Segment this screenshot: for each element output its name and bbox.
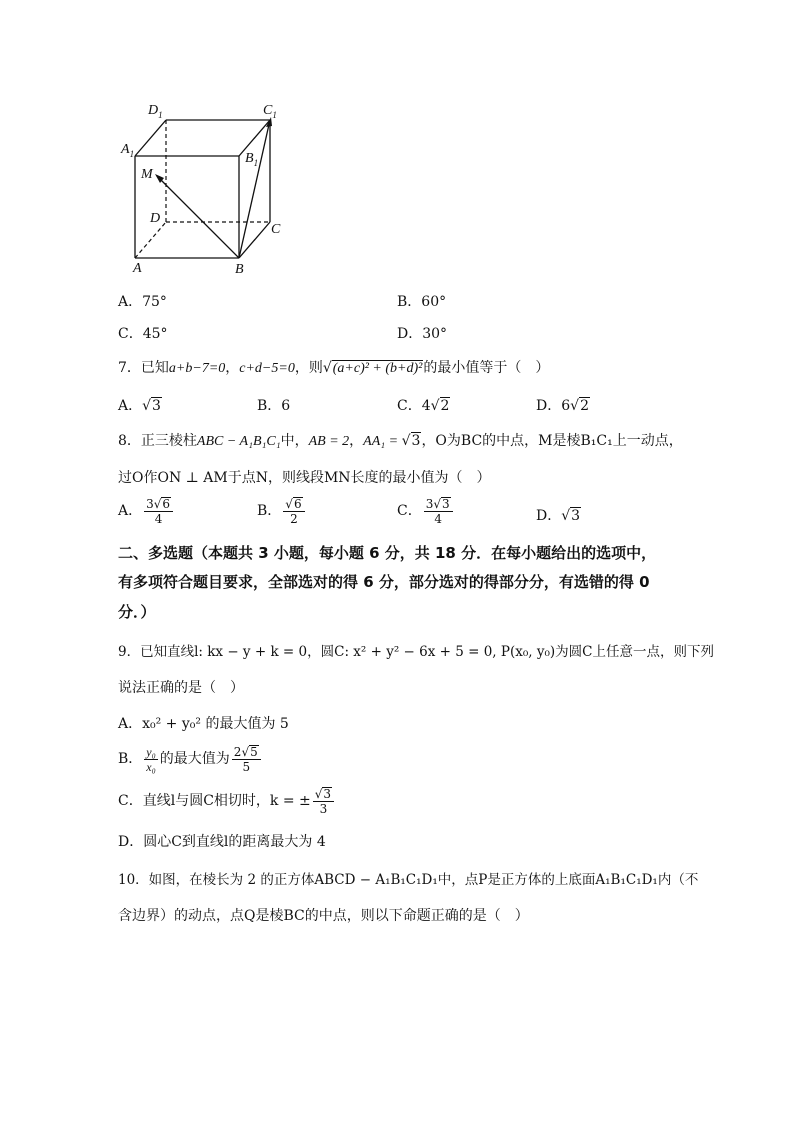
label-d1: $D_1$ bbox=[148, 103, 163, 120]
q6-option-c: C．45° bbox=[118, 326, 168, 342]
cube-figure bbox=[115, 98, 300, 278]
q6-option-d: D．30° bbox=[397, 326, 448, 342]
q8-option-c: C． $\frac{3√3}{4}$ bbox=[397, 497, 455, 525]
q8-option-a: A． $\frac{3√6}{4}$ bbox=[118, 497, 175, 525]
q9-option-b: B． $\frac{\text{y₀}}{\text{x₀}}$ 的最大值为 $\frac{2√5}{5}$ bbox=[118, 745, 263, 773]
section2-heading-line3: 分．） bbox=[118, 603, 156, 621]
label-c: C bbox=[271, 222, 281, 237]
section2-heading-line2: 有多项符合题目要求，全部选对的得 6 分，部分选对的得部分分，有选错的得 0 bbox=[118, 573, 650, 591]
section2-heading-line1: 二、多选题（本题共 3 小题，每小题 6 分，共 18 分．在每小题给出的选项中， bbox=[118, 544, 657, 562]
label-d: D bbox=[150, 211, 161, 226]
q10-stem-line2: 含边界）的动点，点Q是棱BC的中点，则以下命题正确的是（ ） bbox=[118, 908, 529, 924]
label-a: A bbox=[133, 261, 142, 276]
q10-stem-line1: 10．如图，在棱长为 2 的正方体ABCD − A₁B₁C₁D₁中，点P是正方体的上底面A₁B₁C₁D₁内（不 bbox=[118, 872, 699, 888]
label-m: M bbox=[141, 167, 153, 182]
q6-option-b: B．60° bbox=[397, 294, 447, 310]
q9-option-a: A．x₀² + y₀² 的最大值为 5 bbox=[118, 716, 289, 732]
q9-stem-line1: 9．已知直线l: kx − y + k = 0，圆C: x² + y² − 6x + 5 = 0, P(x₀, y₀)为圆C上任意一点，则下列 bbox=[118, 644, 714, 660]
q9-option-d: D．圆心C到直线l的距离最大为 4 bbox=[118, 834, 326, 850]
q8-option-b: B． $\frac{√6}{2}$ bbox=[257, 497, 307, 525]
label-b: B bbox=[235, 262, 244, 277]
q6-option-a: A．75° bbox=[118, 294, 167, 310]
q8-stem-line2: 过O作ON ⊥ AM于点N，则线段MN长度的最小值为（ ） bbox=[118, 470, 491, 486]
q7-option-c: C．4√2 bbox=[397, 398, 450, 414]
q9-option-c: C．直线l与圆C相切时，k = ± $\frac{√3}{3}$ bbox=[118, 787, 336, 815]
label-a1: $A_1$ bbox=[121, 142, 135, 159]
segment-bm bbox=[157, 176, 239, 258]
q7-option-d: D．6√2 bbox=[536, 398, 589, 414]
label-b1: $B_1$ bbox=[245, 151, 259, 168]
q7-radicand: (a+c)² + (b+d)² bbox=[332, 361, 423, 376]
q7-option-a: A．√3 bbox=[118, 398, 161, 414]
q9-stem-line2: 说法正确的是（ ） bbox=[118, 680, 244, 696]
edge-a1d1 bbox=[135, 120, 166, 156]
hidden-ad bbox=[135, 222, 166, 258]
label-c1: $C_1$ bbox=[263, 103, 277, 120]
diag-bc1 bbox=[239, 120, 270, 258]
q8-option-d: D．√3 bbox=[536, 508, 581, 524]
q7-option-b: B．6 bbox=[257, 398, 291, 414]
q8-stem-line1: 8．正三棱柱ABC − A₁B₁C₁中，AB = 2，AA₁ = √3，O为BC的中点，M是棱B₁C₁上一动点， bbox=[118, 433, 683, 449]
q7-stem: 7．已知a+b−7=0，c+d−5=0，则√(a+c)² + (b+d)²的最小值等于（ ） bbox=[118, 360, 550, 376]
